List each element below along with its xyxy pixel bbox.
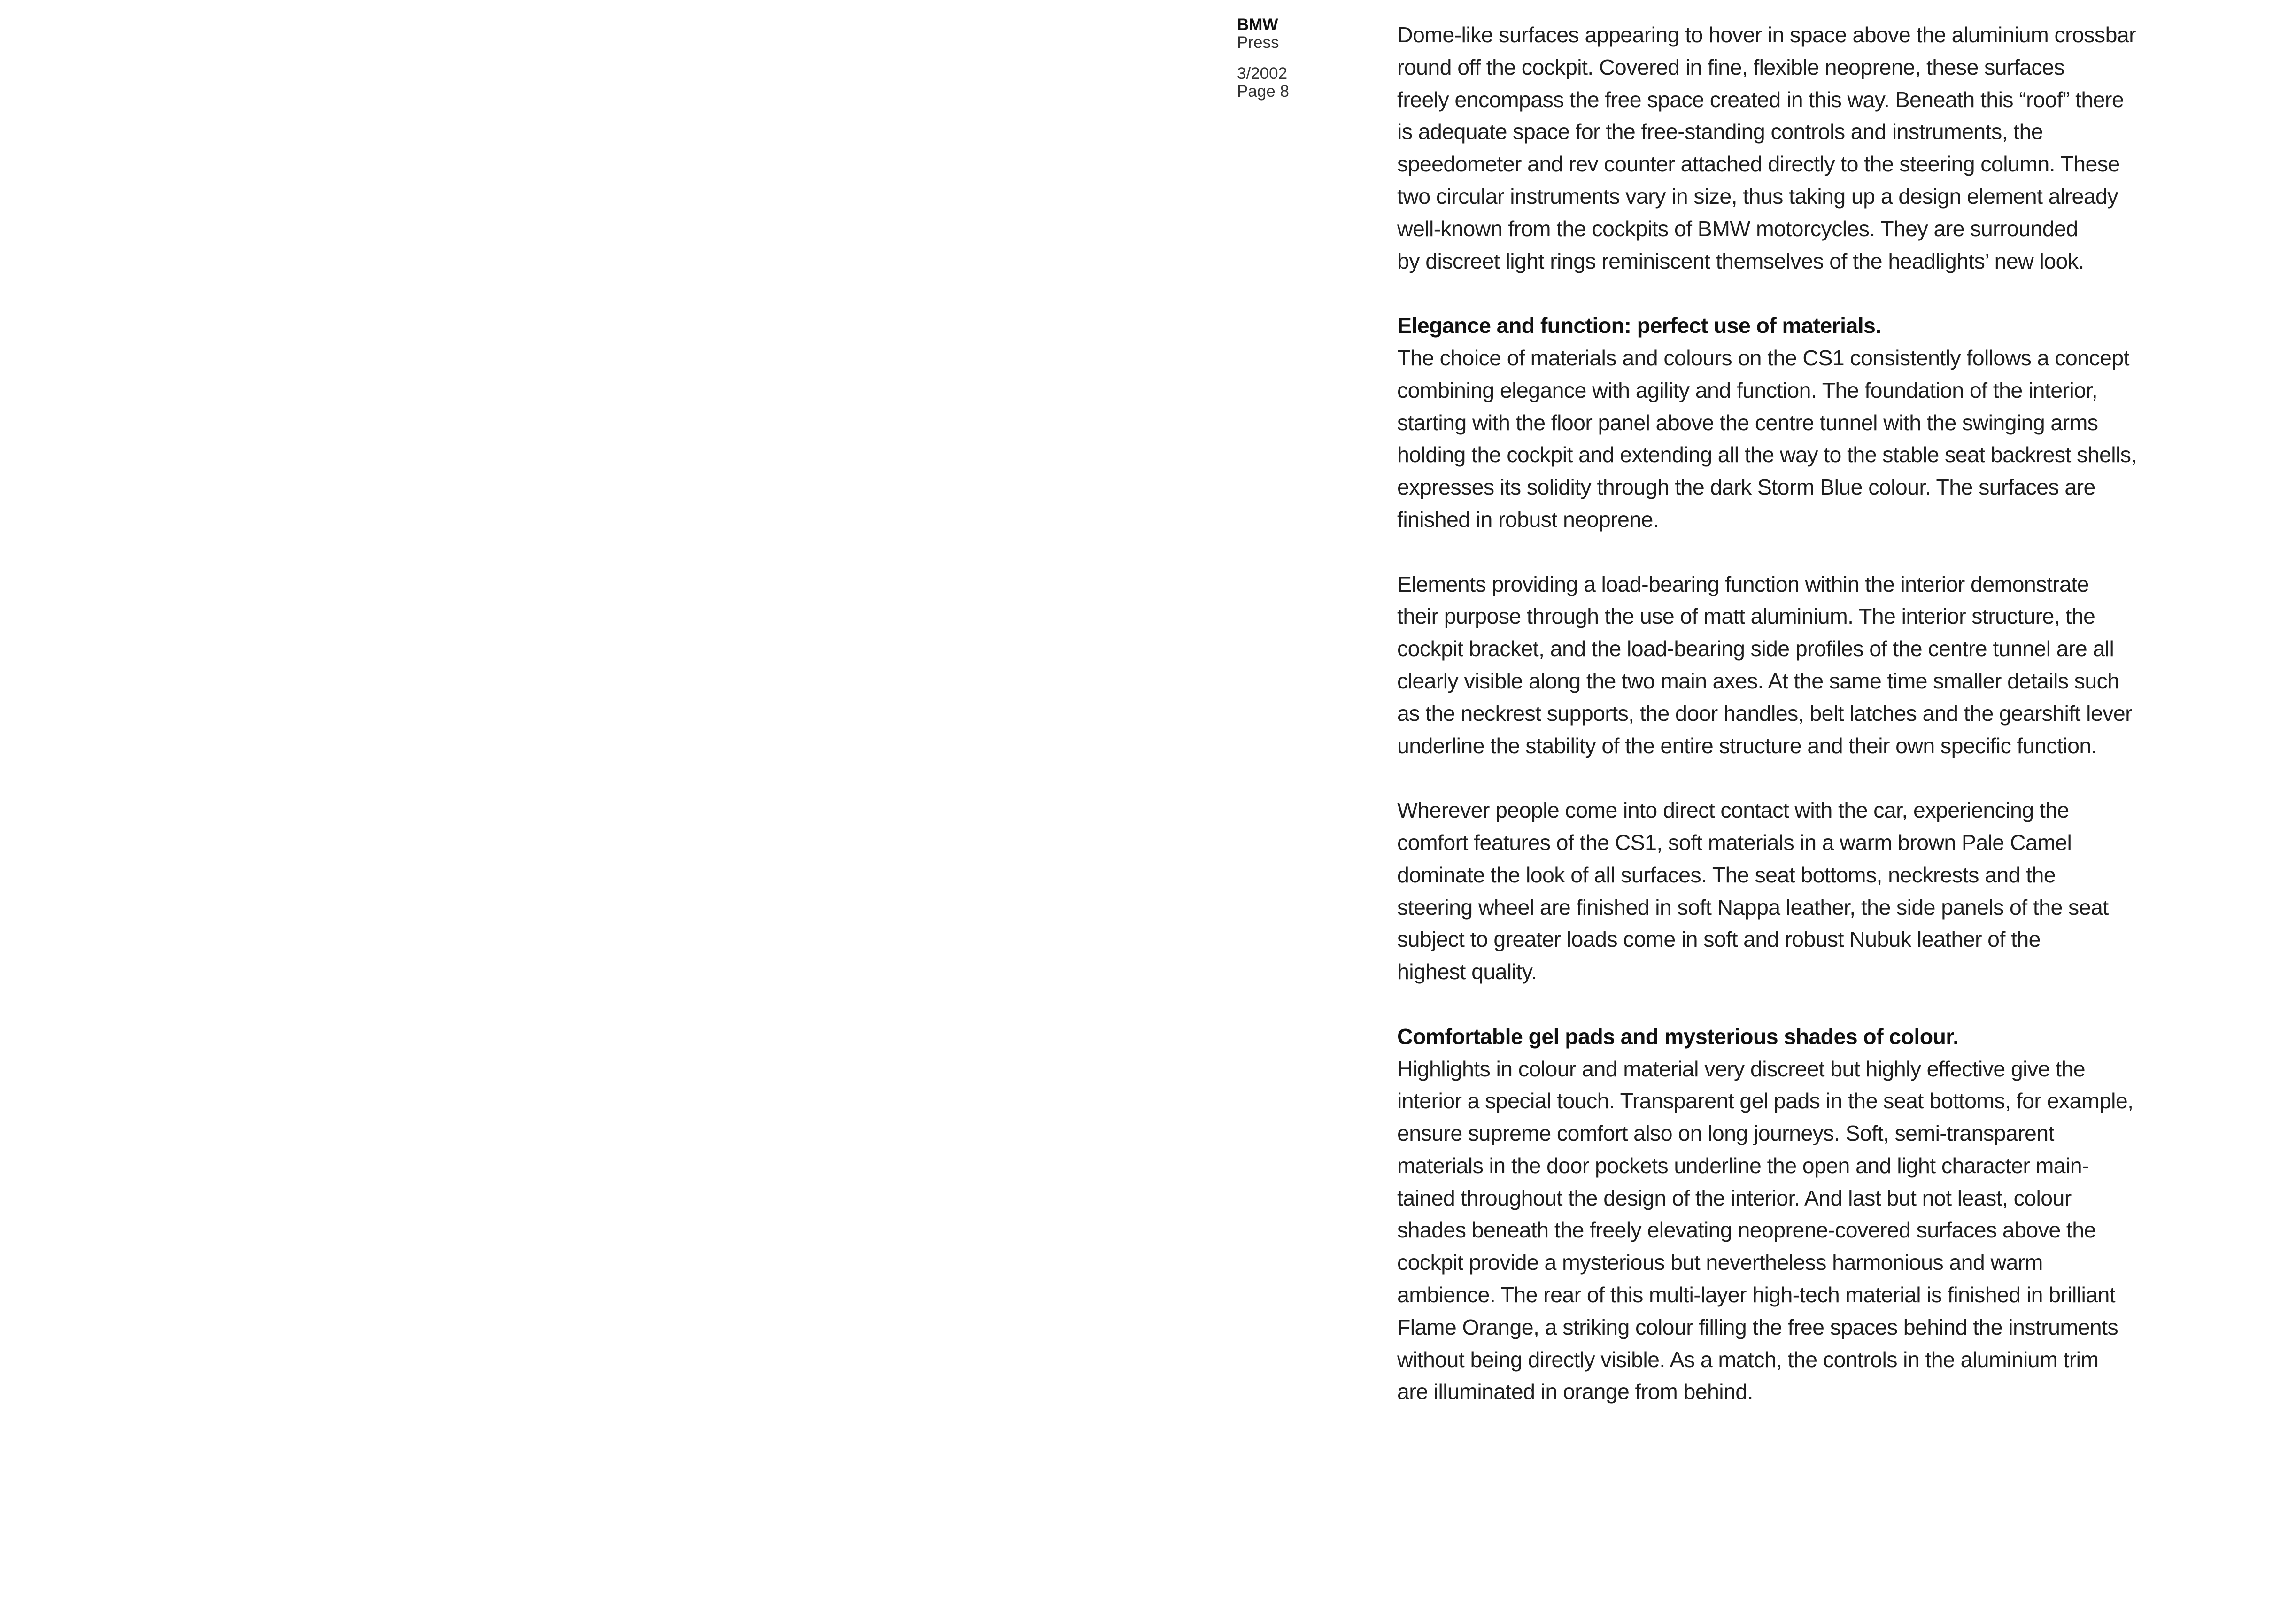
text-line: round off the cockpit. Covered in fine, flexible neoprene, these surfaces: [1397, 54, 2064, 79]
body-text: [1397, 19, 2139, 1440]
text-line: well-known from the cockpits of BMW motorcycles. They are surrounded: [1397, 216, 2078, 241]
text-line: Elements providing a load-bearing function within the interior demonstrate: [1397, 572, 2089, 596]
text-line: shades beneath the freely elevating neoprene-covered surfaces above the: [1397, 1218, 2096, 1243]
text-line: materials in the door pockets underline the open and light character main-: [1397, 1153, 2089, 1178]
paragraph-load-bearing-elements: [1397, 568, 2139, 762]
text-line: comfort features of the CS1, soft materials in a warm brown Pale Camel: [1397, 830, 2072, 855]
text-line: combining elegance with agility and function. The foundation of the interior,: [1397, 378, 2098, 402]
text-line: finished in robust neoprene.: [1397, 507, 1659, 532]
brand-name: BMW: [1237, 15, 1278, 34]
text-line: dominate the look of all surfaces. The seat bottoms, neckrests and the: [1397, 862, 2056, 887]
text-line: The choice of materials and colours on the CS1 consistently follows a concept: [1397, 345, 2129, 370]
paragraph-gel-pads-and-colour: [1397, 1020, 2139, 1408]
paragraph-elegance-and-function: [1397, 309, 2139, 536]
paragraph-direct-contact-materials: [1397, 794, 2139, 988]
text-line: holding the cockpit and extending all the way to the stable seat backrest shells,: [1397, 442, 2137, 467]
text-line: subject to greater loads come in soft and robust Nubuk leather of the: [1397, 927, 2041, 952]
text-line: highest quality.: [1397, 959, 1537, 984]
text-line: tained throughout the design of the interior. And last but not least, colour: [1397, 1185, 2072, 1210]
page-header: [1237, 16, 1331, 100]
text-line: freely encompass the free space created in this way. Beneath this “roof” there: [1397, 87, 2124, 112]
text-line: cockpit bracket, and the load-bearing side profiles of the centre tunnel are all: [1397, 636, 2114, 661]
text-line: ambience. The rear of this multi-layer high-tech material is finished in brilliant: [1397, 1283, 2116, 1307]
text-line: Wherever people come into direct contact with the car, experiencing the: [1397, 798, 2069, 823]
text-line: clearly visible along the two main axes. At the same time smaller details such: [1397, 668, 2119, 693]
text-line: starting with the floor panel above the centre tunnel with the swinging arms: [1397, 410, 2098, 435]
text-line: is adequate space for the free-standing controls and instruments, the: [1397, 119, 2043, 144]
section-heading: Elegance and function: perfect use of materials.: [1397, 313, 1881, 338]
text-line: interior a special touch. Transparent gel pads in the seat bottoms, for example,: [1397, 1089, 2134, 1113]
text-line: cockpit provide a mysterious but nevertheless harmonious and warm: [1397, 1250, 2043, 1275]
text-line: speedometer and rev counter attached directly to the steering column. These: [1397, 152, 2120, 177]
text-line: as the neckrest supports, the door handles, belt latches and the gearshift lever: [1397, 701, 2132, 726]
text-line: are illuminated in orange from behind.: [1397, 1379, 1753, 1404]
text-line: their purpose through the use of matt aluminium. The interior structure, the: [1397, 604, 2095, 629]
text-line: Highlights in colour and material very discreet but highly effective give the: [1397, 1056, 2085, 1081]
text-line: by discreet light rings reminiscent themselves of the headlights’ new look.: [1397, 248, 2084, 273]
text-line: without being directly visible. As a match, the controls in the aluminium trim: [1397, 1347, 2099, 1372]
text-line: Flame Orange, a striking colour filling the free spaces behind the instruments: [1397, 1314, 2118, 1339]
text-line: Dome-like surfaces appearing to hover in space above the aluminium crossbar: [1397, 23, 2136, 47]
text-line: expresses its solidity through the dark Storm Blue colour. The surfaces are: [1397, 475, 2095, 500]
paragraph-cockpit-surfaces: [1397, 19, 2139, 277]
page-number: Page 8: [1237, 82, 1289, 100]
text-line: ensure supreme comfort also on long journeys. Soft, semi-transparent: [1397, 1121, 2054, 1146]
brand-unit: Press: [1237, 33, 1279, 52]
issue-date: 3/2002: [1237, 64, 1288, 83]
text-line: underline the stability of the entire structure and their own specific function.: [1397, 733, 2097, 758]
text-line: steering wheel are finished in soft Nappa leather, the side panels of the seat: [1397, 895, 2109, 920]
section-heading: Comfortable gel pads and mysterious shades of colour.: [1397, 1024, 1959, 1049]
text-line: two circular instruments vary in size, thus taking up a design element already: [1397, 184, 2118, 209]
